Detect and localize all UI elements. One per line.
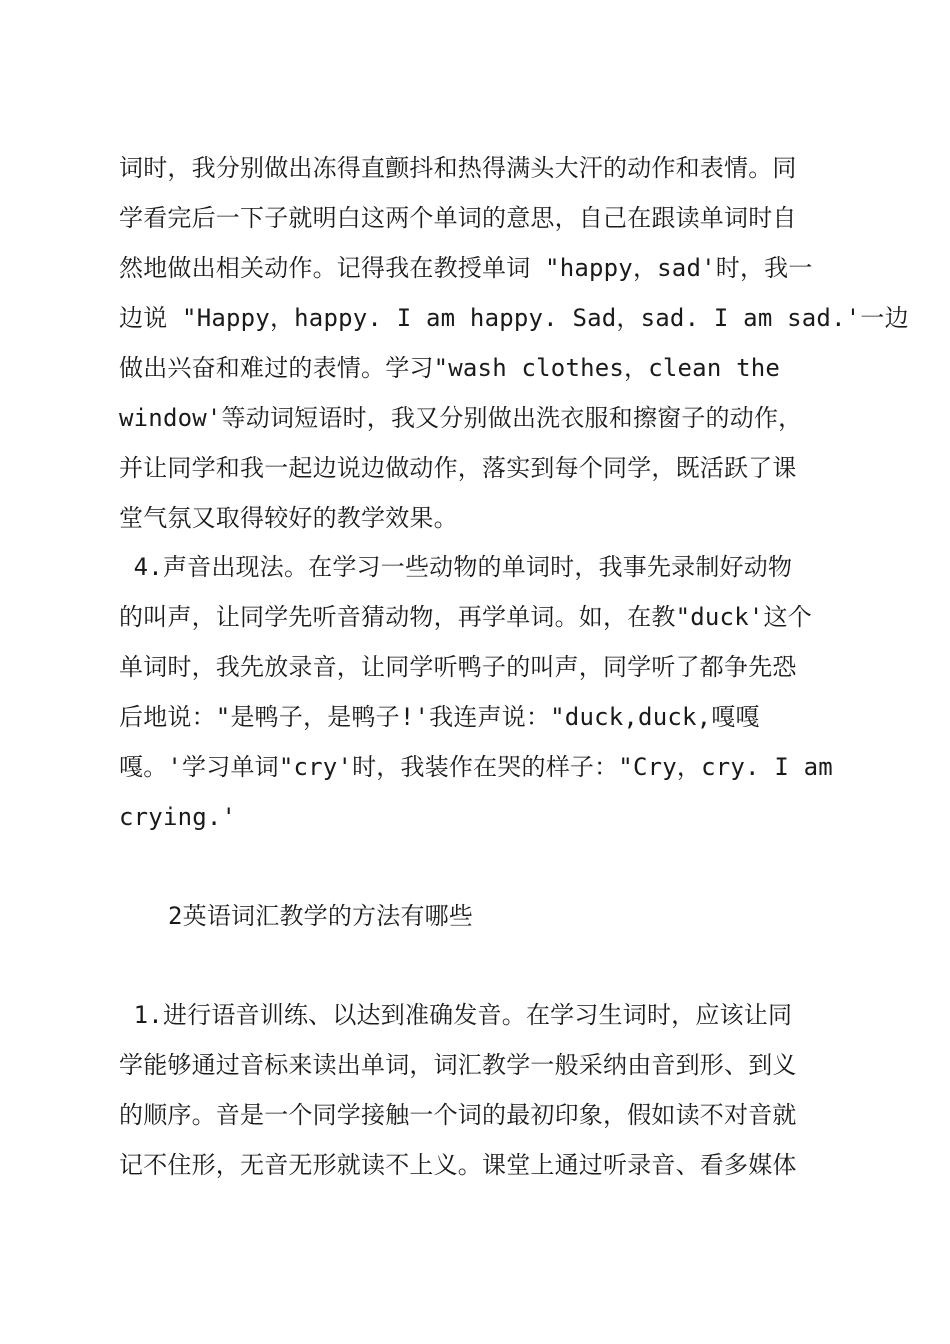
section-heading: 2英语词汇教学的方法有哪些 [168, 902, 474, 930]
paragraph-line: 然地做出相关动作。记得我在教授单词 "happy，sad'时，我一 [119, 254, 813, 282]
paragraph-line: 1.进行语音训练、以达到准确发音。在学习生词时，应该让同 [119, 1001, 793, 1029]
paragraph-line: 边说 "Happy，happy. I am happy. Sad，sad. I am sad.'一边 [119, 304, 909, 332]
paragraph-line: 做出兴奋和难过的表情。学习"wash clothes，clean the [119, 354, 781, 382]
paragraph-line: 后地说："是鸭子，是鸭子!'我连声说："duck,duck,嘎嘎 [119, 703, 760, 731]
paragraph-line: 堂气氛又取得较好的教学效果。 [119, 504, 458, 532]
paragraph-line: 嘎。'学习单词"cry'时，我装作在哭的样子："Cry，cry. I am [119, 753, 833, 781]
paragraph-line: 词时，我分别做出冻得直颤抖和热得满头大汗的动作和表情。同 [119, 154, 797, 182]
paragraph-line: 单词时，我先放录音，让同学听鸭子的叫声，同学听了都争先恐 [119, 653, 797, 681]
paragraph-line: 并让同学和我一起边说边做动作，落实到每个同学，既活跃了课 [119, 454, 797, 482]
paragraph-line: crying.' [119, 803, 237, 831]
paragraph-line: 的顺序。音是一个同学接触一个词的最初印象，假如读不对音就 [119, 1101, 797, 1129]
paragraph-line: 学能够通过音标来读出单词，词汇教学一般采纳由音到形、到义 [119, 1051, 797, 1079]
paragraph-line: 的叫声，让同学先听音猜动物，再学单词。如，在教"duck'这个 [119, 603, 812, 631]
paragraph-line: 4.声音出现法。在学习一些动物的单词时，我事先录制好动物 [119, 553, 793, 581]
paragraph-line: 记不住形，无音无形就读不上义。课堂上通过听录音、看多媒体 [119, 1151, 797, 1179]
paragraph-line: 学看完后一下子就明白这两个单词的意思，自己在跟读单词时自 [119, 204, 797, 232]
paragraph-line: window'等动词短语时，我又分别做出洗衣服和擦窗子的动作， [119, 404, 803, 432]
